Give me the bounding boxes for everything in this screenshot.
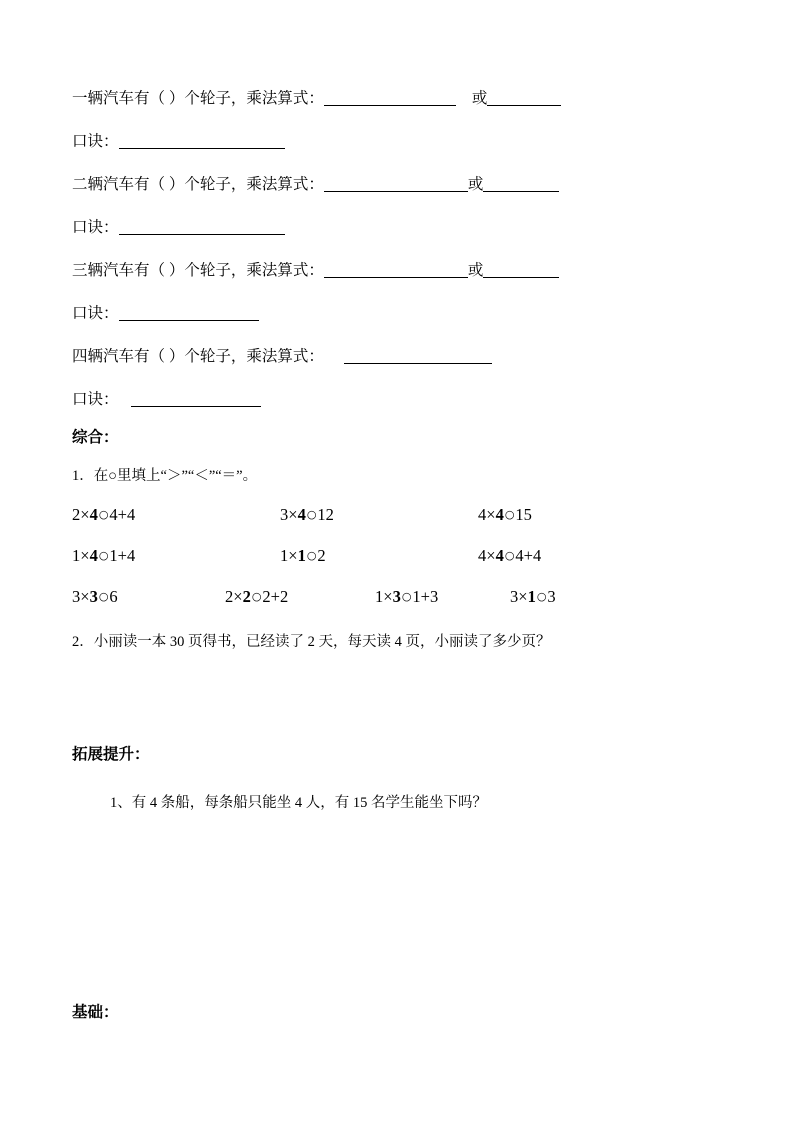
extension-question-1: 1、有 4 条船，每条船只能坐 4 人，有 15 名学生能坐下吗？ xyxy=(110,795,487,811)
comparison-expression[interactable] xyxy=(225,587,288,607)
mnemonic-blank-3[interactable] xyxy=(119,307,259,321)
mnemonic-blank-1[interactable] xyxy=(119,135,285,149)
expr-bold: 4 xyxy=(297,505,306,524)
expr-right: 4+4 xyxy=(515,546,542,565)
expr-right: 2 xyxy=(317,546,326,565)
expr-right: 1+3 xyxy=(412,587,439,606)
mnemonic-label-4: 口诀： xyxy=(72,391,119,408)
comparison-expression[interactable] xyxy=(375,587,438,607)
mnemonic-row-4 xyxy=(72,392,261,408)
mnemonic-label-1: 口诀： xyxy=(72,133,119,150)
expr-left: 1× xyxy=(280,546,298,565)
comparison-expression[interactable] xyxy=(478,546,541,566)
formula-blank-3[interactable] xyxy=(324,264,468,278)
expr-right: 6 xyxy=(109,587,118,606)
circle-blank-icon[interactable]: ○ xyxy=(251,590,262,603)
expr-left: 1× xyxy=(375,587,393,606)
expr-left: 3× xyxy=(72,587,90,606)
formula-blank-4[interactable] xyxy=(344,350,492,364)
comparison-expression[interactable] xyxy=(72,587,118,607)
car-question-text-2: 二辆汽车有（ ）个轮子，乘法算式： xyxy=(72,176,324,193)
car-problem-row-4 xyxy=(72,349,492,365)
mnemonic-row-1 xyxy=(72,134,285,150)
circle-blank-icon[interactable]: ○ xyxy=(98,590,109,603)
comparison-expression[interactable] xyxy=(280,505,334,525)
car-question-text-3: 三辆汽车有（ ）个轮子，乘法算式： xyxy=(72,262,324,279)
expr-left: 2× xyxy=(225,587,243,606)
basics-heading: 基础： xyxy=(72,1004,119,1021)
alt-formula-blank-1[interactable] xyxy=(487,92,561,106)
expr-left: 3× xyxy=(280,505,298,524)
circle-blank-icon[interactable]: ○ xyxy=(536,590,547,603)
extension-heading: 拓展提升： xyxy=(72,746,150,763)
circle-blank-icon[interactable]: ○ xyxy=(504,549,515,562)
comparison-row-3 xyxy=(0,587,793,609)
or-label-1: 或 xyxy=(471,90,488,107)
comparison-expression[interactable] xyxy=(72,546,135,566)
comparison-row-1 xyxy=(0,505,793,527)
expr-right: 12 xyxy=(317,505,334,524)
expr-bold: 1 xyxy=(297,546,306,565)
mnemonic-blank-2[interactable] xyxy=(119,221,285,235)
comparison-expression[interactable] xyxy=(72,505,135,525)
circle-blank-icon[interactable]: ○ xyxy=(98,508,109,521)
circle-blank-icon[interactable]: ○ xyxy=(504,508,515,521)
expr-bold: 4 xyxy=(495,546,504,565)
comparison-expression[interactable] xyxy=(510,587,556,607)
expr-bold: 4 xyxy=(89,546,98,565)
comparison-row-2 xyxy=(0,546,793,568)
word-problem-2: 2．小丽读一本 30 页得书，已经读了 2 天，每天读 4 页，小丽读了多少页？ xyxy=(72,634,551,650)
car-problem-row-1 xyxy=(72,91,561,107)
circle-blank-icon[interactable]: ○ xyxy=(98,549,109,562)
expr-right: 15 xyxy=(515,505,532,524)
formula-blank-2[interactable] xyxy=(324,178,468,192)
expr-left: 1× xyxy=(72,546,90,565)
car-problem-row-2 xyxy=(72,177,559,193)
expr-right: 2+2 xyxy=(262,587,289,606)
comparison-expression[interactable] xyxy=(280,546,326,566)
expr-left: 4× xyxy=(478,505,496,524)
mnemonic-row-2 xyxy=(72,220,285,236)
comparison-expression[interactable] xyxy=(478,505,532,525)
mnemonic-label-2: 口诀： xyxy=(72,219,119,236)
expr-bold: 2 xyxy=(242,587,251,606)
expr-right: 4+4 xyxy=(109,505,136,524)
mnemonic-row-3 xyxy=(72,306,259,322)
comprehensive-heading: 综合： xyxy=(72,429,119,446)
expr-bold: 3 xyxy=(89,587,98,606)
circle-blank-icon[interactable]: ○ xyxy=(306,549,317,562)
expr-left: 2× xyxy=(72,505,90,524)
circle-blank-icon[interactable]: ○ xyxy=(306,508,317,521)
alt-formula-blank-2[interactable] xyxy=(483,178,559,192)
circle-blank-icon[interactable]: ○ xyxy=(401,590,412,603)
alt-formula-blank-3[interactable] xyxy=(483,264,559,278)
mnemonic-blank-4[interactable] xyxy=(131,393,261,407)
expr-right: 3 xyxy=(547,587,556,606)
expr-bold: 3 xyxy=(392,587,401,606)
car-problem-row-3 xyxy=(72,263,559,279)
expr-bold: 4 xyxy=(495,505,504,524)
expr-bold: 1 xyxy=(527,587,536,606)
expr-left: 3× xyxy=(510,587,528,606)
formula-blank-1[interactable] xyxy=(324,92,456,106)
car-question-text-4: 四辆汽车有（ ）个轮子，乘法算式： xyxy=(72,348,324,365)
or-label-3: 或 xyxy=(467,262,484,279)
comparison-instruction: 1．在○里填上“＞”“＜”“＝”。 xyxy=(72,468,258,484)
or-label-2: 或 xyxy=(467,176,484,193)
car-question-text-1: 一辆汽车有（ ）个轮子，乘法算式： xyxy=(72,90,324,107)
mnemonic-label-3: 口诀： xyxy=(72,305,119,322)
expr-right: 1+4 xyxy=(109,546,136,565)
expr-left: 4× xyxy=(478,546,496,565)
expr-bold: 4 xyxy=(89,505,98,524)
